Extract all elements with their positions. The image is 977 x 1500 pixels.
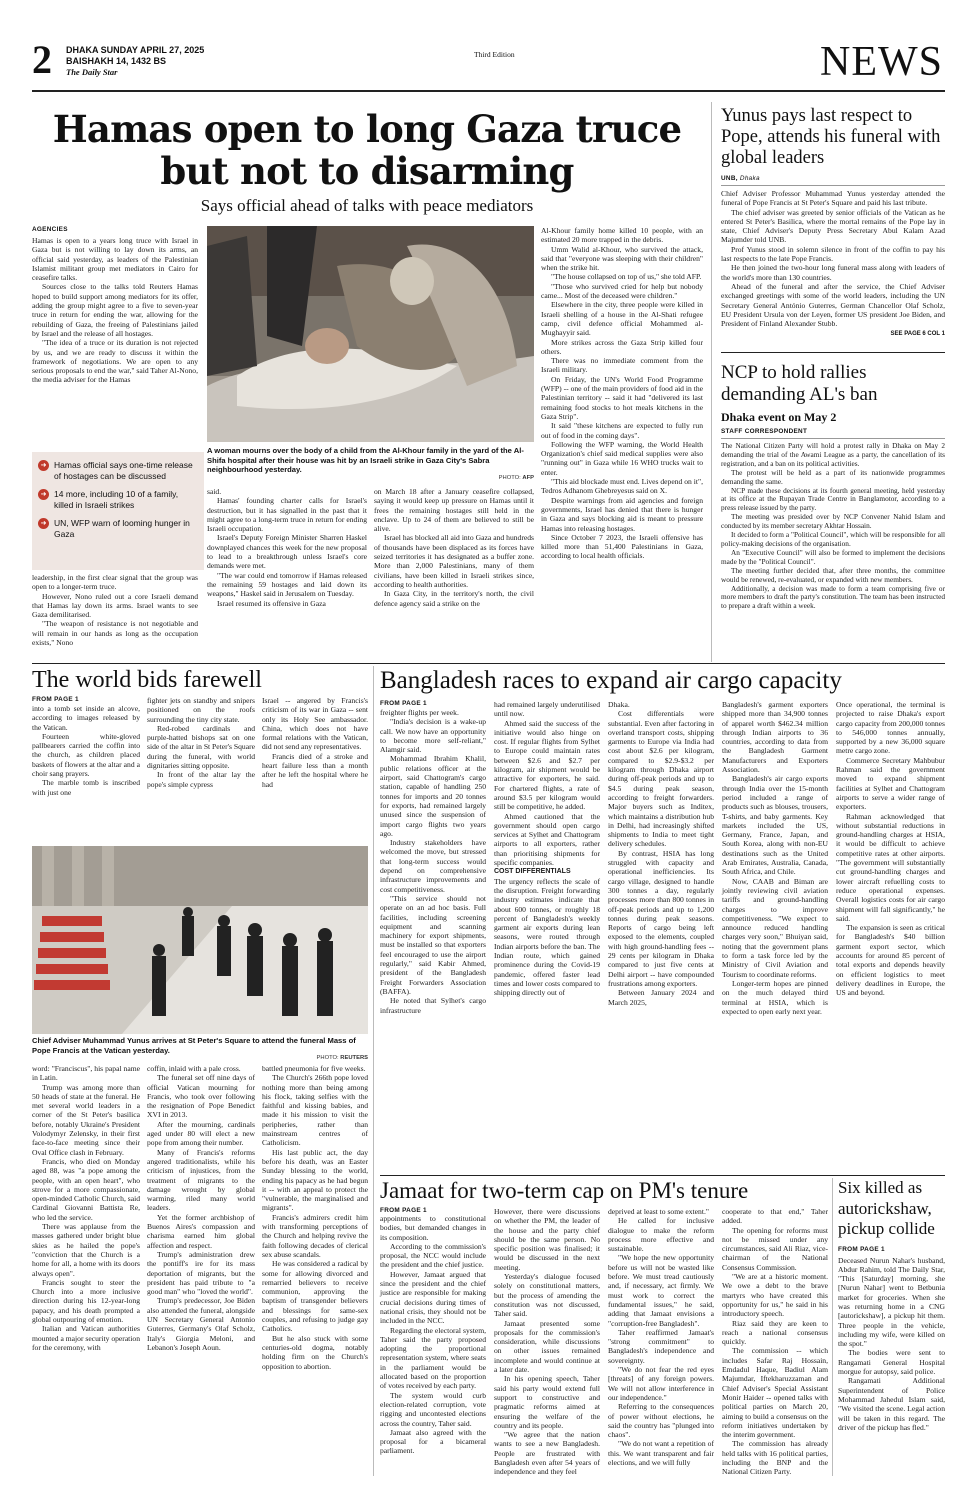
farewell-para: Francis, who died on Monday aged 88, was "a pope among the people, with an open heart", who strove for a more compassionate, open-minded Catholic Church, said Cardinal Giovanni Battista Re, who led the service. bbox=[32, 1156, 140, 1222]
gaza-photo-caption: A woman mourns over the body of a child from the Al-Khour family in the yard of the Al-Shifa hospital after their house was hit by an Israeli strike in Gaza City's Sabra neighbourhood yesterday. bbox=[207, 446, 524, 475]
section-rule bbox=[32, 663, 945, 664]
jamaat-para: However, there were discussions on whether the PM, the leader of the house and the party chief should be the same person. No specific position was finalised; it would be discussed in the next meeting. bbox=[494, 1207, 600, 1272]
yunus-story bbox=[721, 106, 945, 337]
lead-para: "The weapon of resistance is not negotiable and will remain in our hands as long as the occupation exists," Nono bbox=[32, 619, 198, 648]
jamaat-para: cooperate to that end," Taher added. bbox=[722, 1207, 828, 1226]
lead-para: Umm Walid al-Khour, who survived the attack, said that "everyone was sleeping with their children" when the strike hit. bbox=[541, 244, 703, 273]
lead-para: It said "these kitchens are expected to fully run out of food in the coming days". bbox=[541, 421, 703, 440]
yunus-jump-line: SEE PAGE 6 COL 1 bbox=[890, 331, 945, 338]
cargo-para: Ahmed cautioned that the government should open cargo services at Sylhet and Chattogram airports to all exporters, rather than prioritising shipments for specific companies. bbox=[494, 811, 600, 868]
ncp-para: It decided to form a "Political Council", which will be responsible for all policy-making decisions of the organisation. bbox=[721, 530, 945, 548]
lead-para: Sources close to the talks told Reuters Hamas hoped to build support among mediators for its offer, adding the group might agree to a five to seven-year truce in return for ending the war, allowing for the rebuilding of Gaza, the freeing of Palestinians jailed by Israel and the release of all hostages. bbox=[32, 282, 198, 338]
lead-para: said. bbox=[207, 487, 222, 496]
cargo-headline: Bangladesh races to expand air cargo capacity bbox=[380, 667, 842, 694]
jamaat-col2 bbox=[494, 1207, 600, 1477]
cargo-para: Mohammad Ibrahim Khalil, public relations officer at the airport, said Chattogram's cargo station, capable of handling 250 tonnes for imports and 20 tonnes for exports, had remained largely unused since the suspension of import cargo flights two years ago. bbox=[380, 754, 486, 838]
jamaat-para: "We hope the new opportunity before us will not be wasted like before. We must tread cautiously and, if necessary, act firmly. We must work to correct the fundamental issues," he said, adding that Jamaat envisions a "corruption-free Bangladesh". bbox=[608, 1253, 714, 1328]
lead-para: Elsewhere in the city, three people were killed in Israeli shelling of a house in the Al-Shati refugee camp, civil defence official Mohammed al-Mughayyir said. bbox=[541, 300, 703, 338]
farewell-para: Trump's administration drew the pontiff's ire for its mass deportation of migrants, but the president has paid tribute to "a good man" who "loved the world". bbox=[147, 1249, 255, 1297]
jamaat-para: The commission has already held talks with 16 political parties, including the BNP and the National Citizen Party. bbox=[722, 1439, 828, 1477]
ncp-para: The National Citizen Party will hold a protest rally in Dhaka on May 2 demanding the trial of the Awami League as a party, the cancellation of its registration, and a ban on its political activities. bbox=[721, 441, 945, 468]
jamaat-para: Referring to the consequences of power without elections, he said the country has "plunged into chaos". bbox=[608, 1402, 714, 1440]
ncp-para: NCP made these decisions at its fourth general meeting, held yesterday at its office at the Rupayan Trade Centre in Banglamotor, according to a press release issued by the party. bbox=[721, 485, 945, 513]
cargo-para: "India's decision is a wake-up call. We now have an opportunity to become more self-reliant," Alamgir said. bbox=[380, 717, 486, 755]
farewell-para: His last public act, the day before his death, was an Easter Sunday blessing to the world, ending his papacy as he had begun it -- with an appeal to protect the "vulnerable, the marginalised and migrants". bbox=[262, 1147, 368, 1213]
lead-para: There was no immediate comment from the Israeli military. bbox=[541, 356, 703, 375]
jamaat-para: "We do not want a repetition of this. We want transparent and fair elections, and we will fully bbox=[608, 1439, 714, 1468]
ncp-source: STAFF CORRESPONDENT bbox=[721, 428, 808, 435]
lead-para: Following the WFP warning, the World Health Organization's chief said medical supplies were also "running out" in Gaza while 16 WHO trucks wait to enter. bbox=[541, 439, 703, 477]
lead-para: Hamas' founding charter calls for Israel's destruction, but it has signalled in the past that it might agree to a long-term truce in return for ending Israeli occupation. bbox=[207, 496, 367, 534]
cargo-para: Bangladesh's air cargo exports through India over the 15-month period included a range of products such as blouses, trousers, T-shirts, and baby garments. Key markets included the US, Germany, France, Japan, and South Korea, along with non-EU destinations such as the United Arab Emirates, Australia, Canada, South Africa, and Chile. bbox=[722, 774, 828, 877]
farewell-col1b bbox=[32, 1064, 140, 1352]
section-title: NEWS bbox=[820, 39, 943, 85]
arrow-icon: ➜ bbox=[38, 489, 49, 500]
farewell-para: He was considered a radical by some for allowing divorced and remarried believers to receive communion, approving the baptism of transgender believers and blessings for same-sex couples, and refusing to judge gay Catholics. bbox=[262, 1259, 368, 1334]
jamaat-para: The commission -- which includes Safar Raj Hossain, Emdadul Haque, Badiul Alam Majumdar, Iftekharuzzaman and Chief Adviser's Special Assistant Monir Haider -- opened talks with political parties on March 20, aiming to build a consensus on the reform initiatives undertaken by the interim government. bbox=[722, 1346, 828, 1440]
farewell-para: Fourteen white-gloved pallbearers carried the coffin into the church, as children placed baskets of flowers at the altar and a choir sang prayers. bbox=[32, 731, 140, 779]
cargo-para: The expansion is seen as critical for Bangladesh's $40 billion garment export sector, which accounts for around 85 percent of total exports and depends heavily on efficient logistics to meet delivery deadlines in Europe, the US and beyond. bbox=[836, 923, 945, 998]
lead-subheadline: Says official ahead of talks with peace mediators bbox=[200, 196, 534, 215]
farewell-para: Red-robed cardinals and purple-hatted bishops sat on one side of the altar in St Peter's Square during the funeral, with world dignitaries sitting opposite. bbox=[147, 723, 255, 771]
six-killed-source: FROM PAGE 1 bbox=[838, 1245, 885, 1253]
farewell-para: In front of the altar lay the pope's simple cypress bbox=[147, 770, 255, 789]
farewell-para: word: "Franciscus", his papal name in Latin. bbox=[32, 1064, 140, 1083]
farewell-para: coffin, inlaid with a pale cross. bbox=[147, 1064, 241, 1073]
farewell-para: Italian and Vatican authorities mounted a major security operation for the ceremony, with bbox=[32, 1324, 140, 1352]
cargo-para: "This service should not operate on an ad hoc basis. Full facilities, including screening equipment and scanning machinery for export shipments, must be installed so that exporters feel encouraged to use the airport regularly," said Kabir Ahmed, president of the Bangladesh Freight Forwarders Association (BAFFA). bbox=[380, 893, 486, 996]
six-killed-story bbox=[838, 1178, 945, 1432]
arrow-icon: ➜ bbox=[38, 460, 49, 471]
lead-col1 bbox=[32, 226, 198, 385]
credit-label: PHOTO: bbox=[316, 1055, 339, 1061]
ncp-para: Additionally, a decision was made to form a team comprising five or more members to draft the party's constitution. The team has been instructed to prepare a draft within a week. bbox=[721, 583, 945, 611]
ncp-para: An "Executive Council" will also be formed to implement the decisions made by the "Political Council". bbox=[721, 547, 945, 566]
lead-para: "The house collapsed on top of us," she told AFP. bbox=[551, 272, 702, 282]
jamaat-para: "We do not fear the red eyes [threats] of any foreign powers. We will not allow interference in our independence." bbox=[608, 1365, 714, 1402]
section-rule bbox=[721, 352, 945, 353]
farewell-col3 bbox=[262, 696, 368, 789]
lead-headline bbox=[32, 108, 702, 192]
farewell-col2b bbox=[147, 1064, 255, 1352]
cargo-col1 bbox=[380, 708, 486, 1015]
farewell-col3b bbox=[262, 1064, 368, 1371]
section-rule bbox=[380, 1175, 945, 1176]
farewell-para: The funeral set off nine days of official Vatican mourning for Francis, who took over following the resignation of Pope Benedict XVI in 2013. bbox=[147, 1073, 255, 1120]
jamaat-para: Yesterday's dialogue focused solely on constitutional matters, but the process of amending the constitution was not discussed, Taher said. bbox=[494, 1272, 600, 1319]
lead-col2 bbox=[207, 487, 367, 608]
jamaat-col3 bbox=[608, 1207, 714, 1467]
yunus-source bbox=[721, 175, 945, 182]
paper-name: The Daily Star bbox=[66, 67, 118, 77]
cargo-para: Industry stakeholders have welcomed the move, but stressed that long-term success would depend on comprehensive infrastructure improvements and cost competitiveness. bbox=[380, 838, 486, 894]
highlight-text: Hamas official says one-time release of hostages can be discussed bbox=[54, 460, 193, 481]
lead-para: On Friday, the UN's World Food Programme (WFP) -- one of the main providers of food aid in the Palestinian territory -- said it had "delivered its last remaining food stocks to hot meals kitchens in the Gaza Strip". bbox=[541, 374, 703, 421]
farewell-para: Trump's predecessor, Joe Biden also attended the funeral, alongside UN Secretary General Antonio Guterres, Germany's Olaf Scholz, Italy's Giorgia Meloni, and Lebanon's Joseph Aoun. bbox=[147, 1296, 255, 1352]
cargo-subhead: COST DIFFERENTIALS bbox=[494, 868, 571, 876]
six-killed-headline: Six killed as autorickshaw, pickup collide bbox=[838, 1178, 935, 1238]
lead-source: AGENCIES bbox=[32, 226, 68, 233]
farewell-para: Israel -- angered by Francis's criticism of its war in Gaza -- sent only its Holy See ambassador. China, which does not have formal relations with the Vatican, did not send any representatives. bbox=[262, 696, 368, 752]
cargo-source: FROM PAGE 1 bbox=[380, 700, 427, 707]
jamaat-para: In his opening speech, Taher said his party would extend full support to constructive and pragmatic reforms aimed at ensuring the welfare of the country and its people. bbox=[494, 1374, 600, 1430]
ncp-story bbox=[721, 362, 945, 611]
cargo-para: By contrast, HSIA has long struggled with capacity and operational inefficiencies. Its cargo village, designed to handle 300 tonnes a day, regularly processes more than 800 tonnes in off-peak periods and up to 1,200 tonnes during peak seasons. Reports of cargo being left exposed to the elements, coupled with high ground-handling fees -- 29 cents per kilogram in Dhaka compared to just five cents at Delhi airport -- have compounded frustrations among exporters. bbox=[608, 848, 714, 988]
ncp-subheadline: Dhaka event on May 2 bbox=[721, 410, 837, 424]
column-divider bbox=[711, 102, 712, 662]
jamaat-para: Jamaat also agreed with the proposal for a bicameral parliament. bbox=[380, 1427, 486, 1456]
highlight-text: UN, WFP warn of looming hunger in Gaza bbox=[54, 518, 190, 539]
yunus-para: Prof Yunus stood in solemn silence in front of the coffin to pay his last respects to the late Pope Francis. bbox=[721, 244, 945, 264]
ncp-para: The meeting further decided that, after three months, the committee would be renewed, re-evaluated, or expanded with new members. bbox=[721, 565, 945, 584]
jamaat-para: Taher reaffirmed Jamaat's "strong commitment" to Bangladesh's independence and sovereignty. bbox=[608, 1327, 714, 1365]
lead-para: More strikes across the Gaza Strip killed four others. bbox=[541, 337, 703, 356]
lead-para: In Gaza City, in the territory's north, the civil defence agency said a strike on the bbox=[374, 589, 534, 608]
cargo-para: Bangladesh's garment exporters shipped more than 34,900 tonnes of apparel worth $462.34 million through Indian airports to 36 countries, according to data from the Bangladesh Garment Manufacturers and Exporters Association. bbox=[722, 700, 828, 775]
credit-label: PHOTO: bbox=[498, 475, 521, 481]
six-killed-para: The bodies were sent to Rangamati General Hospital morgue for autopsy, said police. bbox=[838, 1348, 945, 1377]
jamaat-para: According to the commission's proposal, the NCC would include the president and the chief justice. bbox=[380, 1241, 486, 1270]
jamaat-para: "We are at a historic moment. We owe a debt to the brave martyrs who have created this opportunity for us," he said in his introductory speech. bbox=[722, 1272, 828, 1319]
cargo-para: Now, CAAB and Biman are jointly reviewing civil aviation tariffs and ground-handling charges to improve competitiveness. "We expect to announce reduced handling charges very soon," Bhuiyan said, noting that the government plans to form a task force led by the Ministry of Civil Aviation and Tourism to coordinate reforms. bbox=[722, 876, 828, 979]
credit-agency: REUTERS bbox=[340, 1055, 368, 1061]
farewell-source: FROM PAGE 1 bbox=[32, 696, 79, 703]
ncp-para: The protest will be held as a part of its nationwide programmes demanding the same. bbox=[721, 467, 945, 486]
cargo-para: Ahmed said the success of the initiative would also hinge on cost. If regular flights from Sylhet to Europe could maintain rates between $2.6 and $2.7 per kilogram, air shipment would be attractive for exporters, he said. For chartered flights, a rate of around $3.5 per kilogram would still be competitive, he added. bbox=[494, 718, 600, 812]
cargo-para: Rahman acknowledged that without substantial reductions in ground-handling charges at HSIA, it would be difficult to achieve competitive rates at other airports. "The government will substantially cut ground-handling charges and lower aircraft refuelling costs to reduce operational expenses. Overall logistics costs for air cargo shipment will fall significantly," he said. bbox=[836, 811, 945, 923]
farewell-para: The Church's 266th pope loved nothing more than being among his flock, taking selfies with the faithful and kissing babies, and made it his mission to visit the peripheries, rather than mainstream centres of Catholicism. bbox=[262, 1073, 368, 1148]
cargo-para: Cost differentials were substantial. Even after factoring in overland transport costs, shipping garments to Europe via India had cost about $2.6 per kilogram, compared to $2.9-$3.2 per kilogram through Dhaka airport during off-peak periods and up to $4.5 during peak season, according to freight forwarders. Major buyers such as Inditex, which maintains a distribution hub in Delhi, had increasingly shifted shipments to India to meet tight delivery schedules. bbox=[608, 709, 714, 849]
lead-para: "The idea of a truce or its duration is not rejected by us, and we are ready to discuss it within the framework of negotiations. We are open to any serious proposals to end the war," said Taher Al-Nono, the media adviser for the Hamas bbox=[32, 338, 198, 385]
cargo-para: He noted that Sylhet's cargo infrastructure bbox=[380, 996, 486, 1015]
vatican-photo-illustration bbox=[32, 846, 368, 1034]
lead-para: "This aid blockade must end. Lives depend on it", Tedros Adhanom Ghebreyesus said on X. bbox=[541, 477, 703, 496]
farewell-para: Yet the former archbishop of Buenos Aires's compassion and charisma earned him global affection and respect. bbox=[147, 1212, 255, 1250]
lead-para: However, Nono ruled out a core Israeli demand that Hamas lay down its arms. Israel wants to see Gaza demilitarised. bbox=[32, 591, 198, 620]
dateline: DHAKA SUNDAY APRIL 27, 2025 bbox=[66, 45, 205, 55]
gaza-photo-credit bbox=[207, 475, 534, 481]
jamaat-para: Regarding the electoral system, Taher said the party proposed adopting the proportional representation system, where seats in the parliament would be allocated based on the proportion of votes received by each party. bbox=[380, 1325, 486, 1391]
vatican-funeral-photo bbox=[32, 846, 368, 1034]
lead-para: Hamas is open to a years long truce with Israel in Gaza but is not willing to lay down its arms, an official said yesterday, as leaders of the Palestinian Islamist militant group met mediators in Cairo for ceasefire talks. bbox=[32, 236, 198, 283]
jamaat-col4 bbox=[722, 1207, 828, 1477]
lead-para: on March 18 after a January ceasefire collapsed, saying it would keep up pressure on Hamas until it frees the remaining hostages still held in the enclave. Up to 24 of them are believed to still be alive. bbox=[374, 487, 534, 534]
yunus-para: The chief adviser was greeted by senior officials of the Vatican as he entered St Peter's Basilica, where the mortal remains of the Pope lay in state, Chief Adviser's Deputy Press Secretary Abul Kalam Azad Majumder told UNB. bbox=[721, 207, 945, 245]
arrow-icon: ➜ bbox=[38, 518, 49, 529]
cargo-para: Once operational, the terminal is projected to raise Dhaka's export cargo capacity from 200,000 tonnes to 546,000 tonnes annually, supported by a new 36,000 square metre cargo zone. bbox=[836, 700, 945, 756]
lead-para: "The war could end tomorrow if Hamas released the remaining 59 hostages and laid down its weapons," Haskel said in Jerusalem on Tuesday. bbox=[207, 570, 367, 599]
farewell-headline: The world bids farewell bbox=[32, 667, 262, 693]
lead-col3 bbox=[374, 487, 534, 608]
masthead-rule bbox=[32, 90, 945, 92]
cargo-col3 bbox=[608, 700, 714, 1007]
ncp-para: The meeting was presided over by NCP Convener Nahid Islam and conducted by its member secretary Akhtar Hossain. bbox=[721, 512, 945, 531]
jamaat-para: He called for inclusive dialogue to make the reform process more effective and sustainable. bbox=[608, 1216, 714, 1254]
farewell-para: Francis's admirers credit him with transforming perceptions of the Church and helping revive the faith following decades of clerical sex abuse scandals. bbox=[262, 1212, 368, 1259]
lead-para: "Those who survived cried for help but nobody came... Most of the deceased were children." bbox=[541, 281, 703, 301]
cargo-para: freighter flights per week. bbox=[380, 708, 459, 717]
six-killed-para: Deceased Nurun Nahar's husband, Abdur Rahim, told The Daily Star, "This [Saturday] morning, she [Nurun Nahar] went to Betbunia market for groceries. When she was returning home in a CNG [autorickshaw], a pickup hit them. Three people in the vehicle, including my wife, were killed on the spot." bbox=[838, 1255, 945, 1349]
jamaat-para: The system would curb election-related corruption, vote rigging and uncontested elections across the country, Taher said. bbox=[380, 1390, 486, 1428]
farewell-para: into a tomb set inside an alcove, according to images released by the Vatican. bbox=[32, 704, 140, 732]
source-place: Dhaka bbox=[739, 175, 760, 182]
farewell-para: Francis sought to steer the Church into a more inclusive direction during his 12-year-long papacy, and his death prompted a global outpouring of emotion. bbox=[32, 1277, 140, 1325]
lead-para: Israel has blocked all aid into Gaza and hundreds of thousands have been displaced as its forces have seized territories it has designated as a buffer zone. More than 2,000 Palestinians, many of them civilians, have been killed in Israeli strikes since, according to health authorities. bbox=[374, 533, 534, 589]
source-agency: UNB, bbox=[721, 175, 738, 182]
highlight-text: 14 more, including 10 of a family, killed in Israeli strikes bbox=[54, 489, 179, 510]
jamaat-para: appointments to constitutional bodies, but demanded changes in its composition. bbox=[380, 1214, 486, 1242]
credit-agency: AFP bbox=[522, 475, 534, 481]
column-divider bbox=[832, 1178, 833, 1476]
jamaat-para: deprived at least to some extent." bbox=[608, 1207, 709, 1216]
jamaat-para: "We agree that the nation wants to see a new Bangladesh. People are frustrated with Bangladesh even after 54 years of independence and they feel bbox=[494, 1430, 600, 1477]
farewell-para: battled pneumonia for five weeks. bbox=[262, 1064, 366, 1073]
lead-para: leadership, in the first clear signal that the group was open to a longer-term truce. bbox=[32, 573, 198, 592]
farewell-para: After the mourning, cardinals aged under 80 will elect a new pope from among their number. bbox=[147, 1119, 255, 1148]
highlight-item bbox=[38, 460, 198, 481]
farewell-para: Many of Francis's reforms angered traditionalists, while his criticism of injustices, from the treatment of migrants to the damage wrought by global warming, riled many world leaders. bbox=[147, 1147, 255, 1213]
bangla-date: BAISHAKH 14, 1432 BS bbox=[66, 56, 167, 66]
cargo-para: Dhaka. bbox=[608, 700, 630, 709]
yunus-headline: Yunus pays last respect to Pope, attends his funeral with global leaders bbox=[721, 106, 941, 168]
lead-headline-line2: but not to disarming bbox=[160, 149, 574, 193]
cargo-col5 bbox=[836, 700, 945, 998]
yunus-para: He then joined the two-hour long funeral mass along with leaders of the world's more than 130 countries. bbox=[721, 263, 945, 282]
cargo-col4 bbox=[722, 700, 828, 1016]
farewell-col2 bbox=[147, 696, 255, 789]
jamaat-para: The opening for reforms must not be missed under any circumstances, said Ali Riaz, vice-chairman of the National Consensus Commission. bbox=[722, 1225, 828, 1272]
farewell-para: There was applause from the masses gathered under bright blue skies as he hailed the pope's "conviction that the Church is a home for all, a home with its doors always open". bbox=[32, 1222, 140, 1278]
jamaat-source: FROM PAGE 1 bbox=[380, 1207, 427, 1214]
vatican-photo-credit bbox=[32, 1055, 368, 1061]
highlights-box bbox=[32, 452, 204, 570]
jamaat-headline: Jamaat for two-term cap on PM's tenure bbox=[380, 1178, 749, 1203]
cargo-col2 bbox=[494, 700, 600, 998]
farewell-para: Francis died of a stroke and heart failure less than a month after he left the hospital where he had bbox=[262, 751, 368, 789]
farewell-para: Trump was among more than 50 heads of state at the funeral. He met several world leaders in a corner of the St Peter's basilica before, notably Ukraine's President Volodymyr Zelensky, in their first face-to-face meeting since their Oval Office clash in February. bbox=[32, 1082, 140, 1157]
ncp-headline: NCP to hold rallies demanding AL's ban bbox=[721, 362, 878, 405]
edition-label: Third Edition bbox=[474, 50, 515, 59]
lead-para: Al-Khour family home killed 10 people, with an estimated 20 more trapped in the debris. bbox=[541, 226, 703, 245]
farewell-para: The marble tomb is inscribed with just one bbox=[32, 778, 140, 797]
yunus-para: Ahead of the funeral and after the service, the Chief Adviser exchanged greetings with some of the world leaders, including the UN Secretary General António Guterres, German Chancellor Olaf Scholz, EU President Ursula von der Leyen, former US president Joe Biden, and President of Finland Alexander Stubb. bbox=[721, 281, 945, 329]
jamaat-col1 bbox=[380, 1214, 486, 1456]
lead-para: Since October 7 2023, the Israeli offensive has killed more than 51,400 Palestinians in Gaza, according to local health officials. bbox=[541, 532, 703, 561]
farewell-para: fighter jets on standby and snipers positioned on the roofs surrounding the tiny city state. bbox=[147, 696, 255, 724]
masthead bbox=[32, 37, 947, 86]
lead-headline-line1: Hamas open to long Gaza truce bbox=[52, 107, 682, 151]
jamaat-para: Riaz said they are keen to reach a national consensus quickly. bbox=[722, 1318, 828, 1347]
farewell-col1 bbox=[32, 704, 140, 797]
farewell-para: But he also stuck with some centuries-old dogma, notably holding firm on the Church's opposition to abortion. bbox=[262, 1333, 368, 1371]
gaza-mourning-photo bbox=[207, 226, 534, 442]
yunus-para: Chief Adviser Professor Muhammad Yunus yesterday attended the funeral of Pope Francis at St Peter's Square and paid his last tribute. bbox=[721, 189, 945, 208]
page-number: 2 bbox=[32, 37, 52, 82]
gaza-photo-illustration bbox=[207, 226, 534, 442]
highlight-item bbox=[38, 489, 198, 510]
lead-para: Despite warnings from aid agencies and foreign governments, Israel has denied that there is hunger in Gaza and says blocking aid is meant to pressure Hamas into releasing hostages. bbox=[541, 495, 703, 533]
jamaat-para: However, Jamaat argued that since the president and the chief justice are responsible for making crucial decisions during times of national crisis, they should not be included in the NCC. bbox=[380, 1269, 486, 1326]
cargo-para: Longer-term hopes are pinned on the much delayed third terminal at HSIA, which is expected to open early next year. bbox=[722, 978, 828, 1016]
vatican-photo-caption: Chief Adviser Muhammad Yunus arrives at St Peter's Square to attend the funeral Mass of Pope Francis at the Vatican yesterday. bbox=[32, 1036, 356, 1055]
six-killed-para: Rangamati Additional Superintendent of Police Mohammad Jahedul Islam said, "We visited the scene. Legal action will be taken in this regard. The driver of the pickup has fled." bbox=[838, 1376, 945, 1432]
cargo-para: The urgency reflects the scale of the disruption. Freight forwarding industry estimates indicate that about 600 tonnes, or roughly 18 percent of Bangladesh's weekly garment air exports during lean seasons, were routed through Indian airports before the ban. The Indian route, which gained prominence during the Covid-19 pandemic, offered faster lead times and lower costs compared to shipping directly out of bbox=[494, 876, 600, 998]
lead-para: Israel's Deputy Foreign Minister Sharren Haskel downplayed chances this week for the new proposal to lead to a breakthrough unless Israel's core demands were met. bbox=[207, 533, 367, 571]
lead-col4 bbox=[541, 226, 703, 561]
column-divider bbox=[373, 666, 374, 1476]
lead-col1-continued bbox=[32, 573, 198, 647]
jamaat-para: Jamaat presented some proposals for the commission's consideration, while discussions on other issues remained incomplete and would continue at a later date. bbox=[494, 1318, 600, 1375]
highlight-item bbox=[38, 518, 198, 539]
cargo-para: Commerce Secretary Mahbubur Rahman said the government moved to expand shipment facilities at Sylhet and Chattogram airports to serve a wider range of exporters. bbox=[836, 755, 945, 812]
cargo-para: Between January 2024 and March 2025, bbox=[608, 988, 714, 1007]
cargo-para: had remained largely underutilised until now. bbox=[494, 700, 600, 719]
lead-para: Israel resumed its offensive in Gaza bbox=[217, 598, 326, 608]
